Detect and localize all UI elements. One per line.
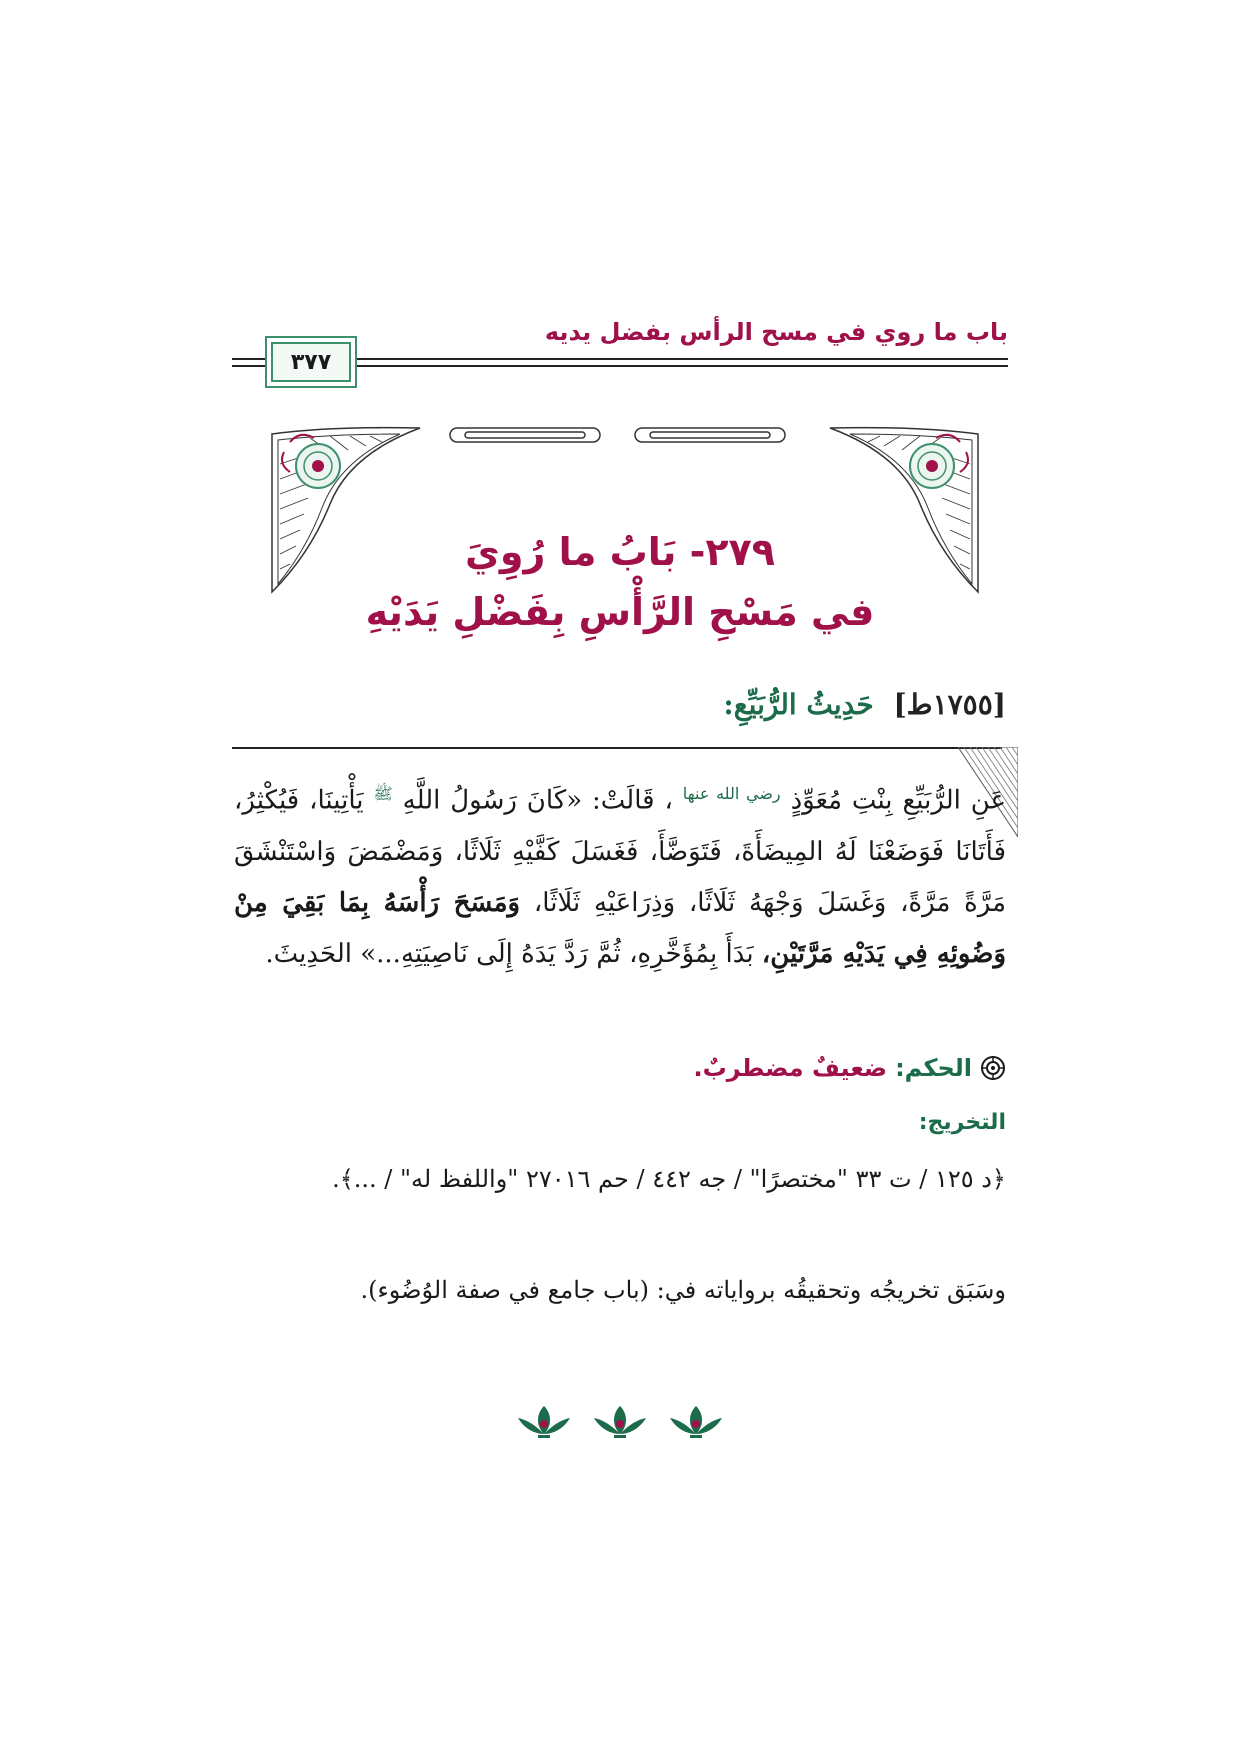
hadith-text-part-1: عَنِ الرُّبَيِّعِ بِنْتِ مُعَوِّذٍ [790,785,1007,816]
companion-honorific: رضي الله عنها [682,784,781,803]
hadith-name: حَدِيثُ الرُّبَيِّعِ: [723,688,874,721]
hadith-text-part-2: ، قَالَتْ: «كَانَ رَسُولُ اللَّهِ [402,785,673,816]
chapter-title-line-2: في مَسْحِ الرَّأْسِ بِفَضْلِ يَدَيْهِ [365,590,875,634]
page-number-frame [265,336,357,388]
hadith-text-part-4: بَدَأَ بِمُؤَخَّرِهِ، ثُمَّ رَدَّ يَدَهُ إِلَى نَاصِيَتِهِ...» الحَدِيثَ. [265,938,754,969]
ruling [694,1054,1006,1082]
lotus-ornament-icon [592,1404,648,1440]
chapter-title [0,522,1240,642]
lotus-ornament-icon [516,1404,572,1440]
hadith-text-part-3: يَأْتِينَا، فَيُكْثِرُ، فَأَتَانَا فَوَضَعْنَا لَهُ المِيضَأَةَ، فَتَوَضَّأَ، فَغَسَلَ كَفَّيْهِ ثَلَاثًا، وَمَضْمَضَ وَاسْتَنْشَقَ مَرَّةً مَرَّةً، وَغَسَلَ وَجْهَهُ ثَلَاثًا، وَذِرَاعَيْهِ ثَلَاثًا، [234,785,1007,918]
ruling-label: الحكم: [895,1054,972,1082]
scroll-bar-ornament [450,428,785,442]
hadith-emphasis: وَمَسَحَ رَأْسَهُ بِمَا بَقِيَ مِنْ وَضُوئِهِ فِي يَدَيْهِ مَرَّتَيْنِ، [234,887,1006,969]
page-number: ٣٧٧ [271,342,351,382]
chapter-title-line-1: ٢٧٩- بَابُ ما رُوِيَ [465,530,775,574]
hadith-reference-number: [١٧٥٥ط] [893,688,1006,721]
takhrij-text: ﴿د ١٢٥ / ت ٣٣ "مختصرًا" / جه ٤٤٢ / حم ٢٧٠١٦ "واللفظ له" / ...﴾. [332,1165,1006,1193]
takhrij-label: التخريج: [918,1110,1006,1135]
rosette-icon [980,1055,1006,1081]
section-rule [232,747,1002,749]
prophet-honorific: ﷺ [373,784,393,803]
lotus-ornament-icon [668,1404,724,1440]
ruling-value: ضعيفٌ مضطربٌ. [693,1054,888,1082]
end-ornaments [0,1404,1240,1440]
hadith-text [234,768,1006,980]
cross-reference-note: وسَبَق تخريجُه وتحقيقُه برواياته في: (باب جامع في صفة الوُضُوء). [360,1276,1006,1304]
running-header-title: باب ما روي في مسح الرأس بفضل يديه [544,318,1008,346]
hadith-heading [723,688,1006,721]
